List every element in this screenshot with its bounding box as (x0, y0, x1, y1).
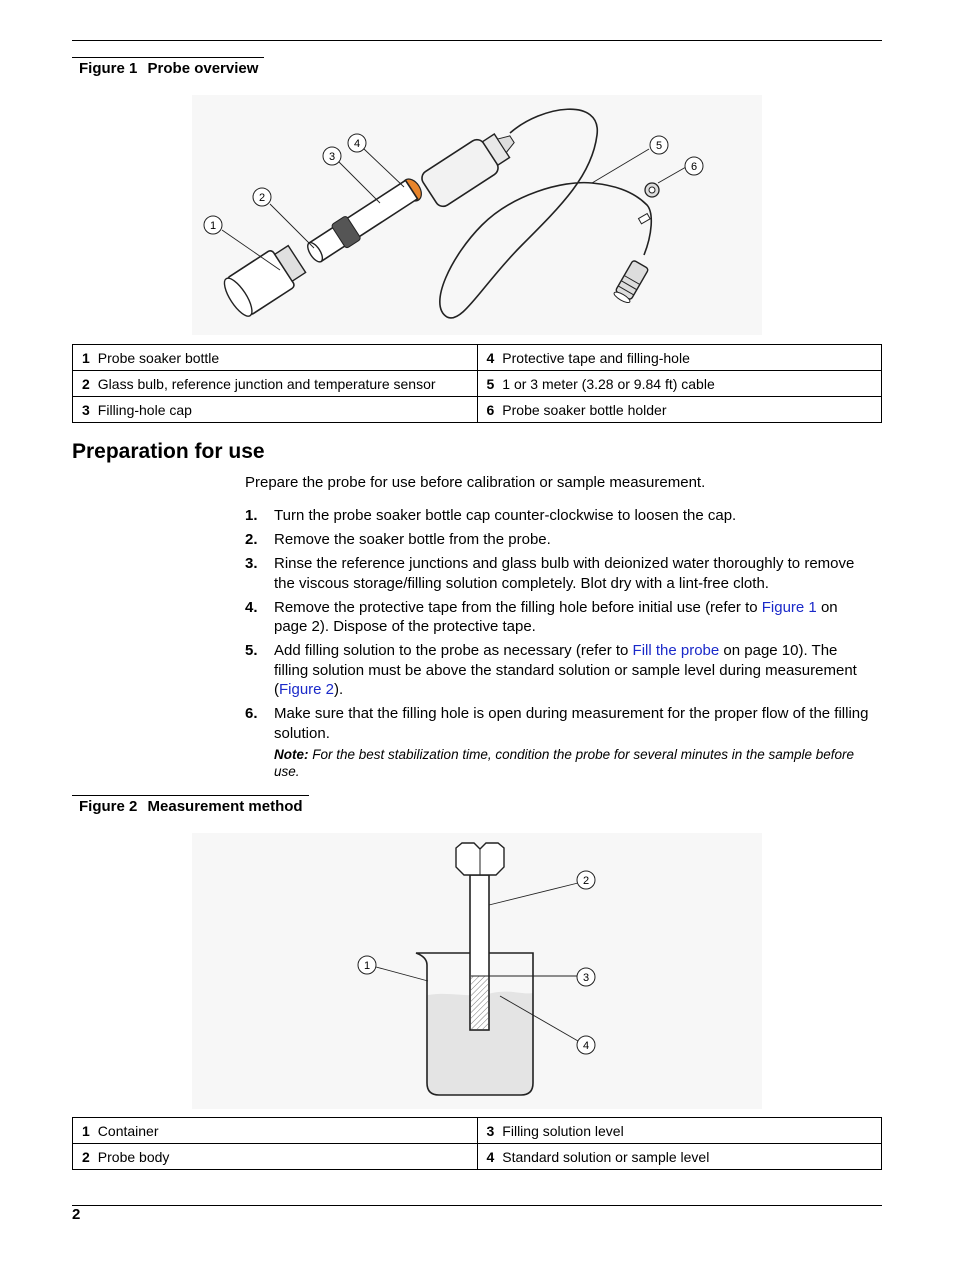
figure-1-title: Probe overview (147, 60, 259, 77)
table-row (73, 1118, 882, 1144)
table-row (73, 345, 882, 371)
list-item: 6. Make sure that the filling hole is open during measurement for the proper flow of the filling solution. (245, 705, 869, 742)
fill-the-probe-link[interactable]: Fill the probe (632, 642, 720, 659)
callout-3: 3 (582, 972, 590, 984)
header-rule (72, 40, 882, 41)
callout-1: 1 (363, 960, 371, 972)
callout-1: 1 (209, 220, 217, 232)
figure-1-legend (72, 344, 882, 423)
callout-3: 3 (328, 151, 336, 163)
footer-rule (72, 1205, 882, 1206)
legend-cell: 2 Glass bulb, reference junction and temperature sensor (73, 371, 478, 397)
probe-overview-illustration (192, 95, 762, 335)
note-label: Note: (274, 747, 309, 762)
intro-paragraph: Prepare the probe for use before calibration or sample measurement. (245, 474, 706, 491)
table-row (73, 1144, 882, 1170)
section-title: Preparation for use (72, 440, 265, 463)
list-item: 4. Remove the protective tape from the filling hole before initial use (refer to Figure 1 on page 2). Dispose of the protective tape. (245, 598, 838, 635)
figure-2-title: Measurement method (147, 798, 303, 815)
list-item: 1. Turn the probe soaker bottle cap counter-clockwise to loosen the cap. (245, 507, 737, 524)
figure-1-caption (72, 57, 264, 80)
legend-cell: 5 1 or 3 meter (3.28 or 9.84 ft) cable (477, 371, 882, 397)
table-row (73, 397, 882, 423)
legend-cell: 1 Container (73, 1118, 478, 1144)
legend-cell: 1 Probe soaker bottle (73, 345, 478, 371)
legend-cell: 3 Filling solution level (477, 1118, 882, 1144)
figure-1-link[interactable]: Figure 1 (761, 598, 817, 616)
callout-5: 5 (655, 140, 663, 152)
legend-cell: 3 Filling-hole cap (73, 397, 478, 423)
note-text: For the best stabilization time, condition the probe for several minutes in the sample before use. (274, 747, 855, 779)
figure-1-number: Figure 1 (79, 60, 138, 77)
note (274, 747, 874, 780)
legend-cell: 2 Probe body (73, 1144, 478, 1170)
callout-4: 4 (582, 1040, 590, 1052)
figure-2-number: Figure 2 (79, 798, 138, 815)
measurement-method-illustration (192, 833, 762, 1109)
list-item: 5. Add filling solution to the probe as necessary (refer to Fill the probe on page 10). The filling solution must be above the standard solution or sample level during measurement (Figure 2). (245, 642, 857, 698)
callout-2: 2 (582, 875, 590, 887)
figure-2-link[interactable]: Figure 2 (279, 681, 335, 698)
table-row (73, 371, 882, 397)
callout-4: 4 (353, 138, 361, 150)
legend-cell: 4 Standard solution or sample level (477, 1144, 882, 1170)
steps-list (245, 506, 875, 748)
figure-2-legend (72, 1117, 882, 1170)
callout-6: 6 (690, 161, 698, 173)
callout-2: 2 (258, 192, 266, 204)
list-item: 2. Remove the soaker bottle from the probe. (245, 531, 551, 548)
list-item: 3. Rinse the reference junctions and glass bulb with deionized water thoroughly to remove the viscous storage/filling solution completely. Blot dry with a lint-free cloth. (245, 555, 855, 592)
page-number: 2 (72, 1206, 81, 1223)
figure-2-caption (72, 795, 309, 818)
legend-cell: 4 Protective tape and filling-hole (477, 345, 882, 371)
legend-cell: 6 Probe soaker bottle holder (477, 397, 882, 423)
